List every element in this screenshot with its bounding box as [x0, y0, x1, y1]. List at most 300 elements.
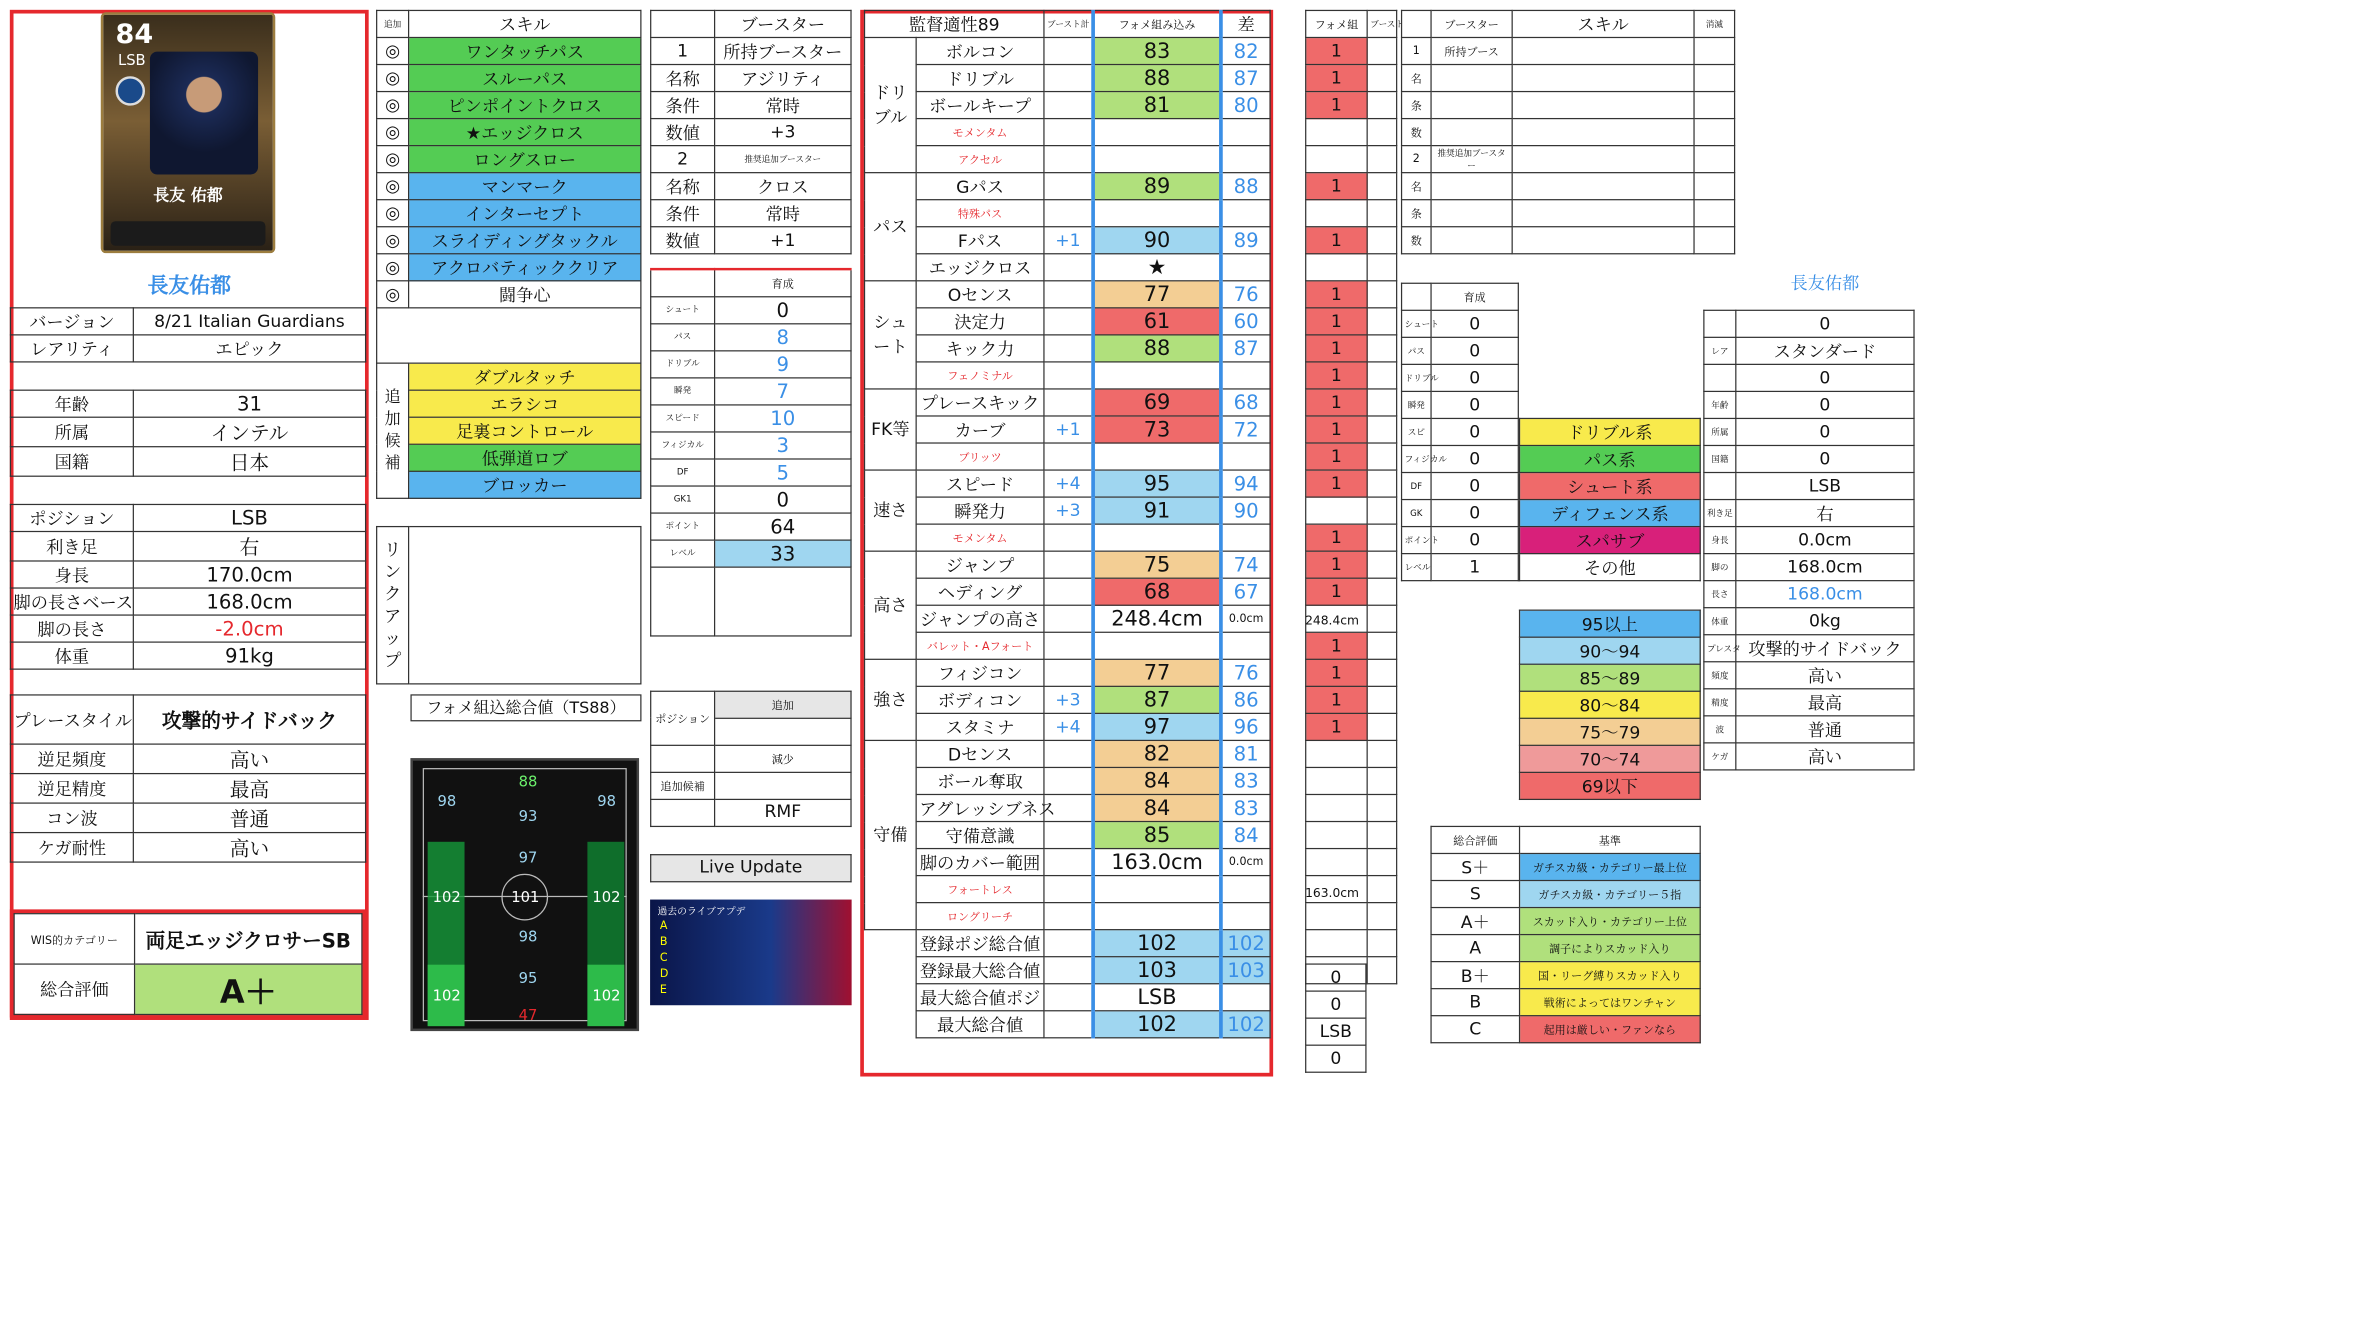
card-rating: 84 [115, 19, 154, 51]
skill-row [377, 281, 641, 308]
label-injury: ケガ耐性 [10, 833, 133, 862]
cand-row [377, 363, 641, 390]
stat-boost: +3 [1044, 686, 1093, 713]
r-cover: 163.0cm [1305, 887, 1360, 901]
stat-diff [1221, 362, 1270, 389]
stat-row [865, 389, 1271, 416]
card-footer [111, 221, 266, 246]
stat-row [865, 65, 1271, 92]
stat-group: 速さ [865, 470, 917, 551]
fm-mark: 1 [1306, 227, 1367, 254]
stat-form-value [1093, 119, 1221, 146]
eval-grade: C [1431, 1016, 1519, 1043]
value-foot: 右 [133, 531, 365, 560]
scale-item: 75〜79 [1520, 718, 1701, 745]
pitch-val-m97: 97 [518, 849, 538, 867]
skill-name: マンマーク [409, 173, 641, 200]
player-name: 長友佑都 [147, 274, 232, 299]
fm-row [1306, 227, 1397, 254]
skill-name: 闘争心 [409, 281, 641, 308]
fm-mark: 1 [1306, 686, 1367, 713]
value-nation: 日本 [133, 447, 365, 476]
stat-diff: 96 [1221, 713, 1270, 740]
fm-row [1306, 443, 1397, 470]
player-card[interactable] [101, 12, 276, 253]
fm-row [1306, 686, 1397, 713]
stat-boost [1044, 65, 1093, 92]
r-growth-label: パス [1402, 337, 1431, 364]
r-info-value: 高い [1736, 662, 1914, 689]
r-growth-label: スピ [1402, 418, 1431, 445]
eval-row [1431, 935, 1700, 962]
r-growth-value: 0 [1431, 391, 1518, 418]
stat-label: カーブ [916, 416, 1044, 443]
stat-diff: 84 [1221, 822, 1270, 849]
stat-diff: 80 [1221, 92, 1270, 119]
skill-row [377, 146, 641, 173]
r-info-label: レア [1704, 337, 1736, 364]
r-growth-value: 0 [1431, 473, 1518, 500]
stat-form-value [1093, 200, 1221, 227]
label-weak-acc: 逆足精度 [10, 774, 133, 803]
growth-row [651, 431, 851, 458]
booster2-cond: 常時 [715, 200, 851, 227]
eval-row [1431, 908, 1700, 935]
stat-label: ボールキープ [916, 92, 1044, 119]
value-injury: 高い [133, 833, 365, 862]
scale-row [1520, 745, 1701, 772]
fm-mark [1306, 930, 1367, 957]
pitch-val-gk: 47 [518, 1006, 538, 1024]
cand-row [377, 390, 641, 417]
stat-diff [1221, 443, 1270, 470]
skill-row [377, 173, 641, 200]
legend-row [1520, 418, 1701, 445]
fm-mark: 1 [1306, 37, 1367, 64]
r-growth-value: 0 [1431, 500, 1518, 527]
stat-boost [1044, 551, 1093, 578]
stat-boost [1044, 119, 1093, 146]
fm-row [1306, 389, 1397, 416]
booster-num-2: 2 [651, 146, 715, 173]
card-position: LSB [117, 51, 146, 69]
label-nation: 国籍 [10, 447, 133, 476]
stat-row [865, 416, 1271, 443]
fm-mark [1306, 146, 1367, 173]
value-version: 8/21 Italian Guardians [133, 308, 365, 335]
fm-row [1306, 65, 1397, 92]
r-info-row [1704, 581, 1914, 608]
stat-row [865, 200, 1271, 227]
fm-row [1306, 92, 1397, 119]
skill-name: スルーパス [409, 65, 641, 92]
stat-boost [1044, 92, 1093, 119]
r-info-row [1704, 418, 1914, 445]
fm-row [1306, 335, 1397, 362]
growth-label: GK1 [651, 485, 715, 512]
r-cond-2: 条 [1402, 200, 1431, 227]
skill-row [377, 254, 641, 281]
eval-criteria: ガチスカ級・カテゴリー最上位 [1520, 853, 1701, 880]
r-growth-header: 育成 [1431, 283, 1518, 310]
scale-item: 80〜84 [1520, 691, 1701, 718]
r-growth-row [1402, 554, 1519, 581]
eval-grade: A [1431, 935, 1519, 962]
scale-item: 90〜94 [1520, 637, 1701, 664]
r-info-label: 体重 [1704, 608, 1736, 635]
stat-row [865, 335, 1271, 362]
scale-item: 95以上 [1520, 610, 1701, 637]
booster2-val-label: 数値 [651, 227, 715, 254]
growth-label: ドリブル [651, 350, 715, 377]
stat-group: ドリブル [865, 37, 917, 172]
growth-row [651, 512, 851, 539]
stat-form-value: 97 [1093, 713, 1221, 740]
skill-mark: ◎ [377, 281, 409, 308]
stat-label: ロングリーチ [916, 903, 1044, 930]
growth-label: シュート [651, 296, 715, 323]
stat-boost [1044, 578, 1093, 605]
r-growth-row [1402, 337, 1519, 364]
value-weak-freq: 高い [133, 744, 365, 773]
fm-row [1306, 632, 1397, 659]
stat-diff: 83 [1221, 767, 1270, 794]
stat-diff [1221, 254, 1270, 281]
stat-boost [1044, 389, 1093, 416]
fm-row [1306, 930, 1397, 957]
stat-form-value [1093, 632, 1221, 659]
cand-row [377, 417, 641, 444]
fm-mark: 1 [1306, 659, 1367, 686]
total-value: 103 [1093, 957, 1221, 984]
stat-boost [1044, 443, 1093, 470]
stat-label: プレースキック [916, 389, 1044, 416]
eval-grade: S＋ [1431, 853, 1519, 880]
cand-skill: 低弾道ロブ [409, 444, 641, 471]
eval-grade: S [1431, 881, 1519, 908]
position-add: 追加 [715, 691, 851, 718]
stat-boost: +1 [1044, 227, 1093, 254]
r-growth-label: ドリブル [1402, 364, 1431, 391]
booster2-name: クロス [715, 173, 851, 200]
fm-mark [1306, 822, 1367, 849]
skill-mark: ◎ [377, 173, 409, 200]
skill-name: ロングスロー [409, 146, 641, 173]
stat-label: モメンタム [916, 119, 1044, 146]
stat-boost [1044, 822, 1093, 849]
stat-diff: 76 [1221, 659, 1270, 686]
stat-form-value [1093, 443, 1221, 470]
scale-item: 85〜89 [1520, 664, 1701, 691]
booster-name-label: 名称 [651, 65, 715, 92]
cand-row [377, 444, 641, 471]
growth-header: 育成 [715, 269, 851, 296]
stat-boost [1044, 308, 1093, 335]
fm-row [1306, 903, 1397, 930]
pos-cand-value: RMF [715, 799, 851, 826]
stat-row [865, 605, 1271, 632]
stat-row [865, 849, 1271, 876]
stat-form-value: ★ [1093, 254, 1221, 281]
r-info-label: 脚の [1704, 554, 1736, 581]
legend-item: スパサブ [1520, 527, 1701, 554]
live-grade: C [659, 951, 668, 965]
booster-val-label: 数値 [651, 119, 715, 146]
fm-mark [1306, 903, 1367, 930]
player-photo [150, 52, 258, 175]
pitch-val-r98: 98 [597, 792, 617, 810]
booster-recommended: 推奨追加ブースター [715, 146, 851, 173]
r-name-display: 長友佑都 [1790, 274, 1860, 294]
label-wis-category: WIS的カテゴリー [14, 914, 134, 964]
stat-label: ブリッツ [916, 443, 1044, 470]
growth-row [651, 485, 851, 512]
r-growth-value: 0 [1431, 364, 1518, 391]
category-box [10, 909, 366, 1017]
r-info-row [1704, 743, 1914, 770]
stat-label: ボール奪取 [916, 767, 1044, 794]
label-foot: 利き足 [10, 531, 133, 560]
r-total-value: 0 [1306, 991, 1366, 1018]
value-leg-length: -2.0cm [133, 615, 365, 642]
r-growth-row [1402, 527, 1519, 554]
growth-label: スピード [651, 404, 715, 431]
booster-header: ブースター [715, 10, 851, 37]
stat-boost [1044, 281, 1093, 308]
fm-mark [1306, 740, 1367, 767]
stat-diff [1221, 903, 1270, 930]
total-label: 最大総合値ポジ [916, 984, 1044, 1011]
r-info-value: LSB [1736, 473, 1914, 500]
booster-name: アジリティ [715, 65, 851, 92]
stat-group: 高さ [865, 551, 917, 659]
total-row [865, 1011, 1271, 1038]
total-diff [1221, 984, 1270, 1011]
fm-mark [1306, 254, 1367, 281]
skill-row [377, 92, 641, 119]
stat-form-value: 89 [1093, 173, 1221, 200]
skill-mark: ◎ [377, 254, 409, 281]
stat-group: 守備 [865, 740, 917, 929]
r-h-booster: ブースター [1431, 10, 1512, 37]
eval-row [1431, 881, 1700, 908]
stat-boost [1044, 362, 1093, 389]
eval-row [1431, 989, 1700, 1016]
booster2-val: +1 [715, 227, 851, 254]
stat-form-value: 82 [1093, 740, 1221, 767]
r-h-skill: スキル [1512, 10, 1694, 37]
fm-row [1306, 254, 1397, 281]
stat-row [865, 551, 1271, 578]
stat-row [865, 497, 1271, 524]
eval-grade: B＋ [1431, 962, 1519, 989]
stat-form-value: 77 [1093, 281, 1221, 308]
r-info-label: ケガ [1704, 743, 1736, 770]
r-growth-value: 0 [1431, 445, 1518, 472]
r-growth-row [1402, 500, 1519, 527]
growth-value: 64 [715, 512, 851, 539]
skill-mark: ◎ [377, 146, 409, 173]
total-label: 最大総合値 [916, 1011, 1044, 1038]
r-booster-2: 2 [1402, 146, 1431, 173]
growth-row [651, 296, 851, 323]
eval-criteria: ガチスカ級・カテゴリー５指 [1520, 881, 1701, 908]
position-label: ポジション [651, 691, 715, 745]
fm-row [1306, 849, 1397, 876]
value-weight: 91kg [133, 642, 365, 669]
eval-criteria: 国・リーグ縛りスカッド入り [1520, 962, 1701, 989]
growth-row [651, 539, 851, 566]
fm-mark: 1 [1306, 713, 1367, 740]
r-info-label [1704, 310, 1736, 337]
stat-label: 瞬発力 [916, 497, 1044, 524]
stat-h4: 差 [1221, 10, 1270, 37]
stat-row [865, 173, 1271, 200]
stat-row [865, 227, 1271, 254]
r-info-label: 精度 [1704, 689, 1736, 716]
scale-row [1520, 637, 1701, 664]
skill-mark: ◎ [377, 227, 409, 254]
stat-label: 決定力 [916, 308, 1044, 335]
eval-criteria: 起用は厳しい・ファンなら [1520, 1016, 1701, 1043]
live-grade: B [659, 935, 668, 949]
growth-label: フィジカル [651, 431, 715, 458]
skills-add-header: 追加 [377, 10, 409, 37]
pos-cand-label: 追加候補 [651, 772, 715, 799]
skill-row [377, 65, 641, 92]
stat-label: Fパス [916, 227, 1044, 254]
r-info-row [1704, 500, 1914, 527]
skill-name: ワンタッチパス [409, 37, 641, 64]
legend-item: その他 [1520, 554, 1701, 581]
growth-value: 5 [715, 458, 851, 485]
stat-label: モメンタム [916, 524, 1044, 551]
formation-pitch [410, 758, 639, 1031]
stat-form-value: 69 [1093, 389, 1221, 416]
stat-row [865, 362, 1271, 389]
scale-row [1520, 772, 1701, 799]
fm-row [1306, 416, 1397, 443]
legend-item: ディフェンス系 [1520, 500, 1701, 527]
stat-boost [1044, 146, 1093, 173]
label-grade: 総合評価 [14, 964, 134, 1014]
stat-diff: 81 [1221, 740, 1270, 767]
fm-row [1306, 119, 1397, 146]
stat-label: ジャンプの高さ [916, 605, 1044, 632]
stat-row [865, 822, 1271, 849]
r-info-row [1704, 608, 1914, 635]
fm-mark: 1 [1306, 632, 1367, 659]
stat-form-value: 77 [1093, 659, 1221, 686]
stat-form-value: 87 [1093, 686, 1221, 713]
r-name-2: 名 [1402, 173, 1431, 200]
live-update-header: Live Update [651, 854, 851, 881]
r-growth-label: レベル [1402, 554, 1431, 581]
stat-diff: 88 [1221, 173, 1270, 200]
stat-diff: 0.0cm [1221, 849, 1270, 876]
r-growth-label: DF [1402, 473, 1431, 500]
stat-diff: 67 [1221, 578, 1270, 605]
growth-value: 8 [715, 323, 851, 350]
r-info-row [1704, 391, 1914, 418]
stat-form-value: 88 [1093, 335, 1221, 362]
pitch-val-top: 88 [518, 772, 538, 791]
pitch-val-m98: 98 [518, 927, 538, 946]
stat-diff: 82 [1221, 37, 1270, 64]
fm-row [1306, 281, 1397, 308]
r-jump: 248.4cm [1305, 614, 1360, 628]
fm-mark: 1 [1306, 578, 1367, 605]
scale-row [1520, 691, 1701, 718]
fm-row [1306, 362, 1397, 389]
live-update-panel [650, 899, 852, 1005]
r-info-label: 頻度 [1704, 662, 1736, 689]
club-crest-icon [116, 76, 145, 105]
stat-label: 特殊パス [916, 200, 1044, 227]
r-info-value: 0 [1736, 391, 1914, 418]
eval-h-criteria: 基準 [1520, 826, 1701, 853]
stat-diff [1221, 119, 1270, 146]
legend-row [1520, 445, 1701, 472]
skill-name: アクロバティッククリア [409, 254, 641, 281]
legend-row [1520, 500, 1701, 527]
value-leg-base: 168.0cm [133, 588, 365, 615]
stat-diff: 87 [1221, 335, 1270, 362]
value-playstyle: 攻撃的サイドバック [133, 695, 365, 744]
cand-label: 追加候補 [377, 363, 409, 498]
growth-value: 7 [715, 377, 851, 404]
fm-mark [1306, 200, 1367, 227]
stat-form-value [1093, 903, 1221, 930]
stat-label: Dセンス [916, 740, 1044, 767]
r-total-value: LSB [1306, 1018, 1366, 1045]
label-playstyle: プレースタイル [10, 695, 133, 744]
r-info-row [1704, 689, 1914, 716]
label-leg-length: 脚の長さ [10, 615, 133, 642]
r-total-row [1306, 1045, 1366, 1072]
stat-group: シュート [865, 281, 917, 389]
r-info-value: 0 [1736, 418, 1914, 445]
total-row [865, 957, 1271, 984]
total-value: 102 [1093, 1011, 1221, 1038]
r-info-value: スタンダード [1736, 337, 1914, 364]
r-growth-value: 0 [1431, 527, 1518, 554]
stat-diff: 87 [1221, 65, 1270, 92]
skills-header: スキル [409, 10, 641, 37]
scale-row [1520, 718, 1701, 745]
growth-value: 0 [715, 485, 851, 512]
link-up-label: リンクアップ [377, 527, 409, 684]
stat-form-value: 73 [1093, 416, 1221, 443]
stat-form-value: 85 [1093, 822, 1221, 849]
r-growth-row [1402, 364, 1519, 391]
legend-row [1520, 473, 1701, 500]
skill-row [377, 200, 641, 227]
stat-label: 脚のカバー範囲 [916, 849, 1044, 876]
stat-diff: 72 [1221, 416, 1270, 443]
fm-row [1306, 200, 1397, 227]
stat-label: スピード [916, 470, 1044, 497]
stat-diff: 0.0cm [1221, 605, 1270, 632]
scale-item: 70〜74 [1520, 745, 1701, 772]
r-growth-value: 1 [1431, 554, 1518, 581]
stat-label: フォートレス [916, 876, 1044, 903]
stat-boost: +3 [1044, 497, 1093, 524]
r-info-label [1704, 473, 1736, 500]
formation-title: フォメ組込総合値（TS88） [410, 694, 641, 721]
skill-row [377, 119, 641, 146]
pitch-val-l102: 102 [432, 888, 461, 906]
